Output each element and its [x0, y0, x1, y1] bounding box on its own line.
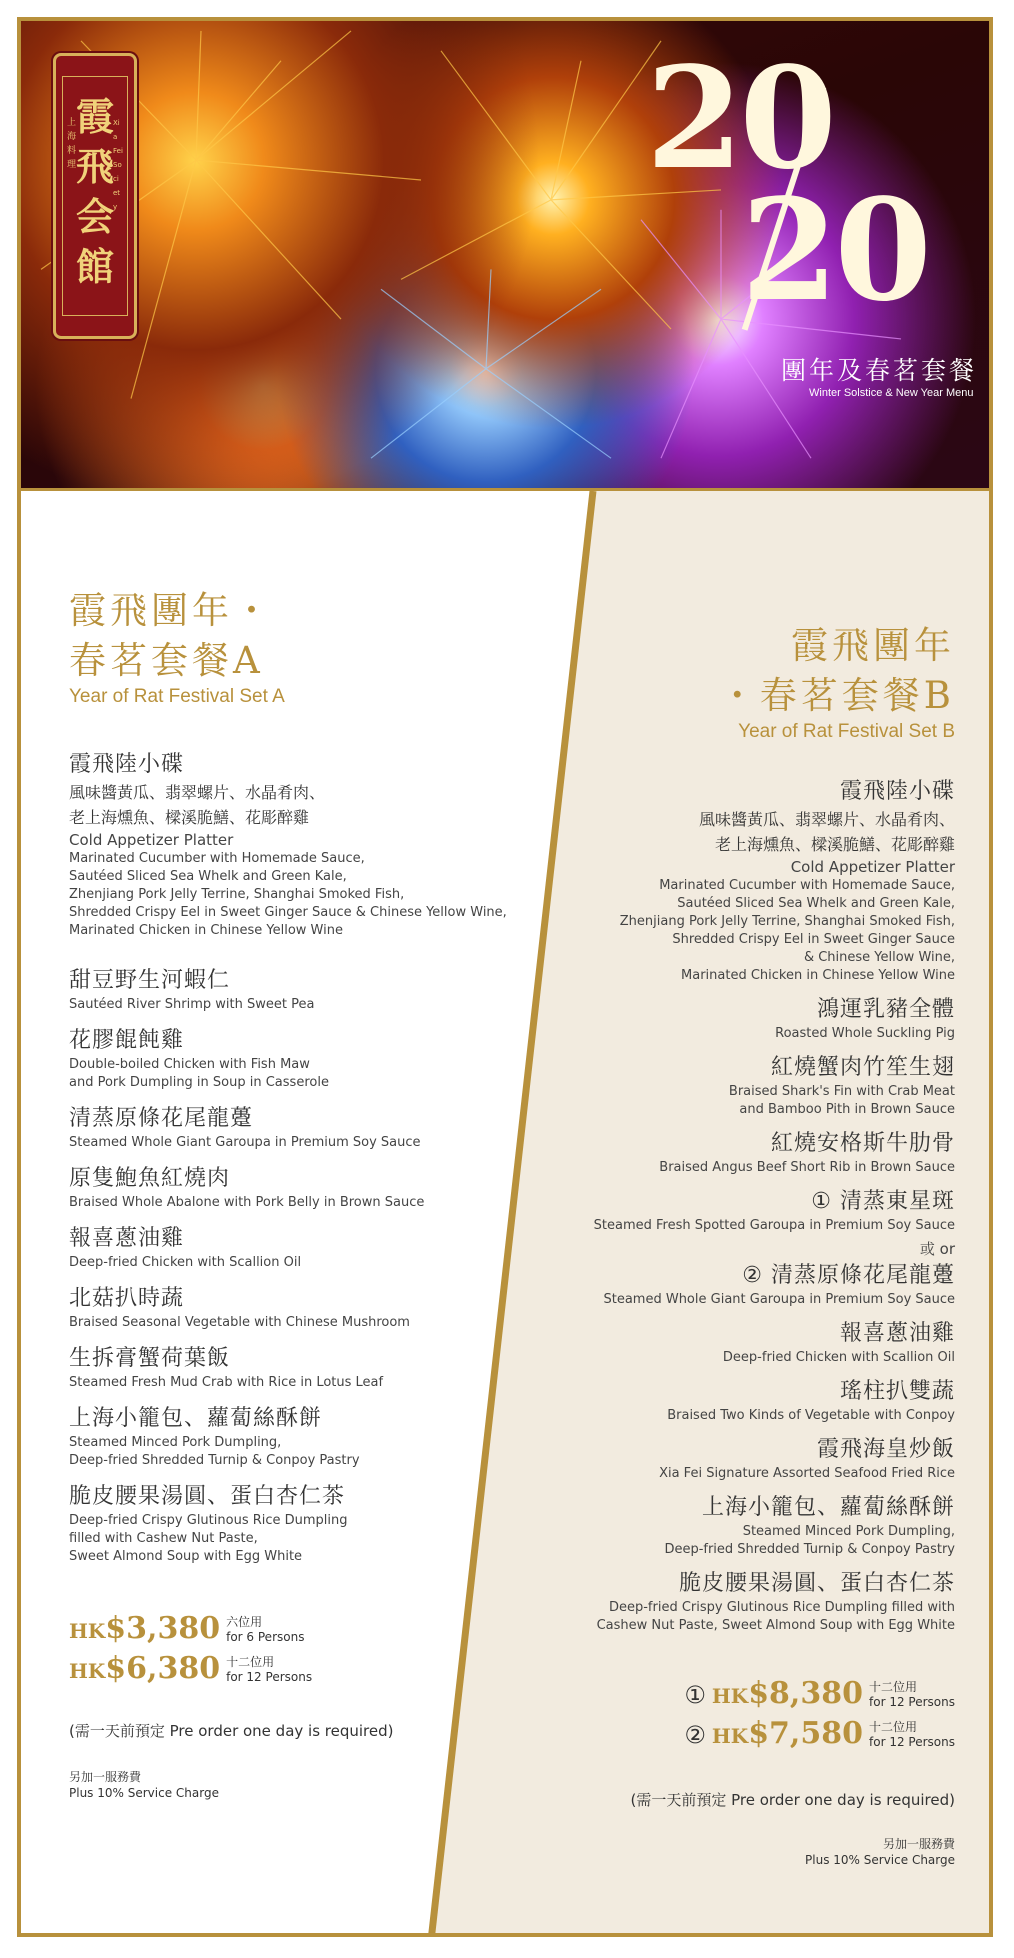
list-item — [69, 1482, 509, 1566]
dish-en: Roasted Whole Suckling Pig — [775, 1026, 955, 1041]
option-number: ② — [684, 1721, 706, 1749]
list-item — [505, 1319, 955, 1367]
dish-cn: 報喜蔥油雞 — [839, 1321, 955, 1346]
price: HK$3,380 — [69, 1611, 221, 1646]
dish-cn: 上海小籠包、蘿蔔絲酥餅 — [69, 1406, 323, 1431]
list-item — [69, 1026, 509, 1092]
hero-title-cn: 團年及春茗套餐 — [781, 356, 978, 385]
set-a-prices — [69, 1610, 509, 1690]
list-item — [69, 1224, 509, 1272]
preorder-note: (需一天前預定 Pre order one day is required) — [630, 1791, 955, 1809]
dish-en: Steamed Minced Pork Dumpling, — [742, 1524, 955, 1539]
dish-en: & Chinese Yellow Wine, — [803, 950, 955, 965]
list-item — [69, 1404, 509, 1470]
list-item — [69, 1284, 509, 1332]
service-en: Plus 10% Service Charge — [69, 1786, 219, 1800]
dish-cn: 甜豆野生河蝦仁 — [69, 968, 231, 993]
set-b-prices — [505, 1675, 955, 1755]
dish-en: Sautéed Sliced Sea Whelk and Green Kale, — [69, 869, 347, 884]
or-separator: 或 or — [919, 1240, 955, 1258]
dish-en: Shredded Crispy Eel in Sweet Ginger Sauce — [672, 932, 955, 947]
dish-en: Braised Whole Abalone with Pork Belly in Brown Sauce — [69, 1195, 425, 1210]
list-item — [69, 966, 509, 1014]
price-note: 十二位用 for 12 Persons — [869, 1720, 955, 1749]
price-note: 十二位用 for 12 Persons — [869, 1680, 955, 1709]
price: HK$6,380 — [69, 1651, 221, 1686]
list-item — [505, 1261, 955, 1309]
dish-en: and Pork Dumpling in Soup in Casserole — [69, 1075, 329, 1090]
dish-cn: 清蒸原條花尾龍躉 — [69, 1106, 254, 1131]
dish-en: Deep-fried Shredded Turnip & Conpoy Pastry — [664, 1542, 955, 1557]
dish-en: Marinated Chicken in Chinese Yellow Wine — [69, 923, 343, 938]
dish-sub: 風味醬黃瓜、翡翠螺片、水晶肴肉、 — [69, 783, 326, 802]
list-item — [505, 1377, 955, 1425]
set-a-column — [69, 586, 509, 1801]
service-cn: 另加一服務費 — [882, 1837, 955, 1851]
dish-en: Steamed Minced Pork Dumpling, — [69, 1435, 282, 1450]
price: HK$8,380 — [711, 1676, 864, 1711]
seal-side-text: 上海料理 — [67, 118, 77, 170]
set-a-platter — [69, 750, 509, 940]
dish-en: Deep-fried Shredded Turnip & Conpoy Pastry — [69, 1453, 360, 1468]
list-item — [505, 1569, 955, 1635]
restaurant-seal-logo — [53, 53, 137, 339]
dish-cn: ① 清蒸東星斑 — [811, 1189, 955, 1214]
list-item-or — [505, 1239, 955, 1259]
set-a-title-en: Year of Rat Festival Set A — [69, 686, 285, 707]
dish-en: Marinated Chicken in Chinese Yellow Wine — [681, 968, 955, 983]
dish-cn: 北菇扒時蔬 — [69, 1286, 185, 1311]
dish-cn: 脆皮腰果湯圓、蛋白杏仁茶 — [678, 1571, 955, 1596]
dish-cn: 紅燒蟹肉竹笙生翅 — [770, 1055, 955, 1080]
dish-cn: 霞飛陸小碟 — [839, 779, 955, 804]
dish-en: Sweet Almond Soup with Egg White — [69, 1549, 303, 1564]
set-a-title-line2: 春茗套餐A — [69, 639, 264, 682]
service-cn: 另加一服務費 — [69, 1770, 142, 1784]
price-row — [684, 1675, 955, 1715]
price-row — [69, 1610, 509, 1650]
dish-en: Marinated Cucumber with Homemade Sauce, — [659, 878, 955, 893]
dish-en: Braised Angus Beef Short Rib in Brown Sauce — [659, 1160, 955, 1175]
list-item — [69, 1344, 509, 1392]
menu-frame — [17, 17, 993, 1937]
list-item — [69, 1164, 509, 1212]
set-a-title-line1: 霞飛團年・ — [69, 589, 274, 632]
price-note: 十二位用 for 12 Persons — [226, 1655, 313, 1684]
dish-cn: 生拆膏蟹荷葉飯 — [69, 1346, 231, 1371]
seal-main-text: 霞飛会館 — [75, 94, 114, 289]
set-b-title-line1: 霞飛團年 — [791, 624, 955, 667]
service-charge — [505, 1836, 955, 1868]
dish-en: Steamed Fresh Mud Crab with Rice in Lotus Leaf — [69, 1375, 384, 1390]
list-item — [505, 1187, 955, 1235]
set-b-title-en: Year of Rat Festival Set B — [738, 721, 955, 742]
option-number: ① — [684, 1681, 706, 1709]
dish-en: Zhenjiang Pork Jelly Terrine, Shanghai Smoked Fish, — [619, 914, 955, 929]
preorder-note: (需一天前預定 Pre order one day is required) — [69, 1722, 394, 1740]
dish-sub: 風味醬黃瓜、翡翠螺片、水晶肴肉、 — [698, 810, 955, 829]
set-b-column — [505, 621, 955, 1868]
list-item — [69, 1104, 509, 1152]
dish-en: Cashew Nut Paste, Sweet Almond Soup with Egg White — [596, 1618, 955, 1633]
dish-en: Zhenjiang Pork Jelly Terrine, Shanghai Smoked Fish, — [69, 887, 405, 902]
dish-cn: 霞飛陸小碟 — [69, 752, 185, 777]
dish-cn: 脆皮腰果湯圓、蛋白杏仁茶 — [69, 1484, 346, 1509]
dish-cn: 原隻鮑魚紅燒肉 — [69, 1166, 231, 1191]
price-row — [684, 1715, 955, 1755]
dish-cn: 鴻運乳豬全體 — [816, 997, 955, 1022]
hero-title-en: Winter Solstice & New Year Menu — [809, 387, 974, 399]
list-item — [505, 995, 955, 1043]
dish-cn: 霞飛海皇炒飯 — [816, 1437, 955, 1462]
service-en: Plus 10% Service Charge — [805, 1853, 955, 1867]
dish-cn: ② 清蒸原條花尾龍躉 — [742, 1263, 955, 1288]
dish-cn: 瑤柱扒雙蔬 — [839, 1379, 955, 1404]
dish-en: Shredded Crispy Eel in Sweet Ginger Sauce & Chinese Yellow Wine, — [69, 905, 507, 920]
list-item — [505, 1053, 955, 1119]
dish-en: Steamed Whole Giant Garoupa in Premium Soy Sauce — [603, 1292, 955, 1307]
dish-en: Steamed Whole Giant Garoupa in Premium Soy Sauce — [69, 1135, 421, 1150]
set-a-dish-list — [69, 966, 509, 1566]
dish-en: Sautéed River Shrimp with Sweet Pea — [69, 997, 315, 1012]
dish-cn: 上海小籠包、蘿蔔絲酥餅 — [701, 1495, 955, 1520]
dish-en: Braised Shark's Fin with Crab Meat — [728, 1084, 955, 1099]
seal-side-text-en: Xia Fei Society — [113, 119, 123, 211]
price: HK$7,580 — [711, 1716, 864, 1751]
dish-en: Deep-fried Crispy Glutinous Rice Dumpling filled with — [608, 1600, 955, 1615]
dish-en: Steamed Fresh Spotted Garoupa in Premium Soy Sauce — [593, 1218, 955, 1233]
dish-en: Marinated Cucumber with Homemade Sauce, — [69, 851, 365, 866]
dish-en: Xia Fei Signature Assorted Seafood Fried Rice — [659, 1466, 955, 1481]
dish-en: Deep-fried Crispy Glutinous Rice Dumpling — [69, 1513, 348, 1528]
list-item — [505, 1435, 955, 1483]
dish-cn: 花膠餛飩雞 — [69, 1028, 185, 1053]
set-b-dish-list — [505, 995, 955, 1635]
dish-en: Double-boiled Chicken with Fish Maw — [69, 1057, 310, 1072]
dish-en: and Bamboo Pith in Brown Sauce — [739, 1102, 955, 1117]
year-bottom: 20 — [741, 169, 928, 333]
hero-banner — [21, 21, 989, 491]
dish-en: filled with Cashew Nut Paste, — [69, 1531, 258, 1546]
price-note: 六位用 for 6 Persons — [226, 1615, 305, 1644]
dish-cn: 紅燒安格斯牛肋骨 — [770, 1131, 955, 1156]
dish-en: Deep-fried Chicken with Scallion Oil — [722, 1350, 955, 1365]
dish-sub: 老上海燻魚、樑溪脆鱔、花彫醉雞 — [69, 808, 310, 827]
dish-cn: 報喜蔥油雞 — [69, 1226, 185, 1251]
set-b-title-line2: ・春茗套餐B — [718, 674, 955, 717]
year-top: 20 — [646, 37, 833, 201]
list-item — [505, 1493, 955, 1559]
dish-en: Cold Appetizer Platter — [69, 831, 234, 849]
dish-sub: 老上海燻魚、樑溪脆鱔、花彫醉雞 — [714, 835, 955, 854]
dish-en: Sautéed Sliced Sea Whelk and Green Kale, — [677, 896, 955, 911]
service-charge — [69, 1769, 509, 1801]
dish-en: Braised Seasonal Vegetable with Chinese Mushroom — [69, 1315, 410, 1330]
set-b-platter — [505, 777, 955, 985]
dish-en: Cold Appetizer Platter — [790, 858, 955, 876]
dish-en: Deep-fried Chicken with Scallion Oil — [69, 1255, 302, 1270]
dish-en: Braised Two Kinds of Vegetable with Conpoy — [667, 1408, 955, 1423]
price-row — [69, 1650, 509, 1690]
list-item — [505, 1129, 955, 1177]
